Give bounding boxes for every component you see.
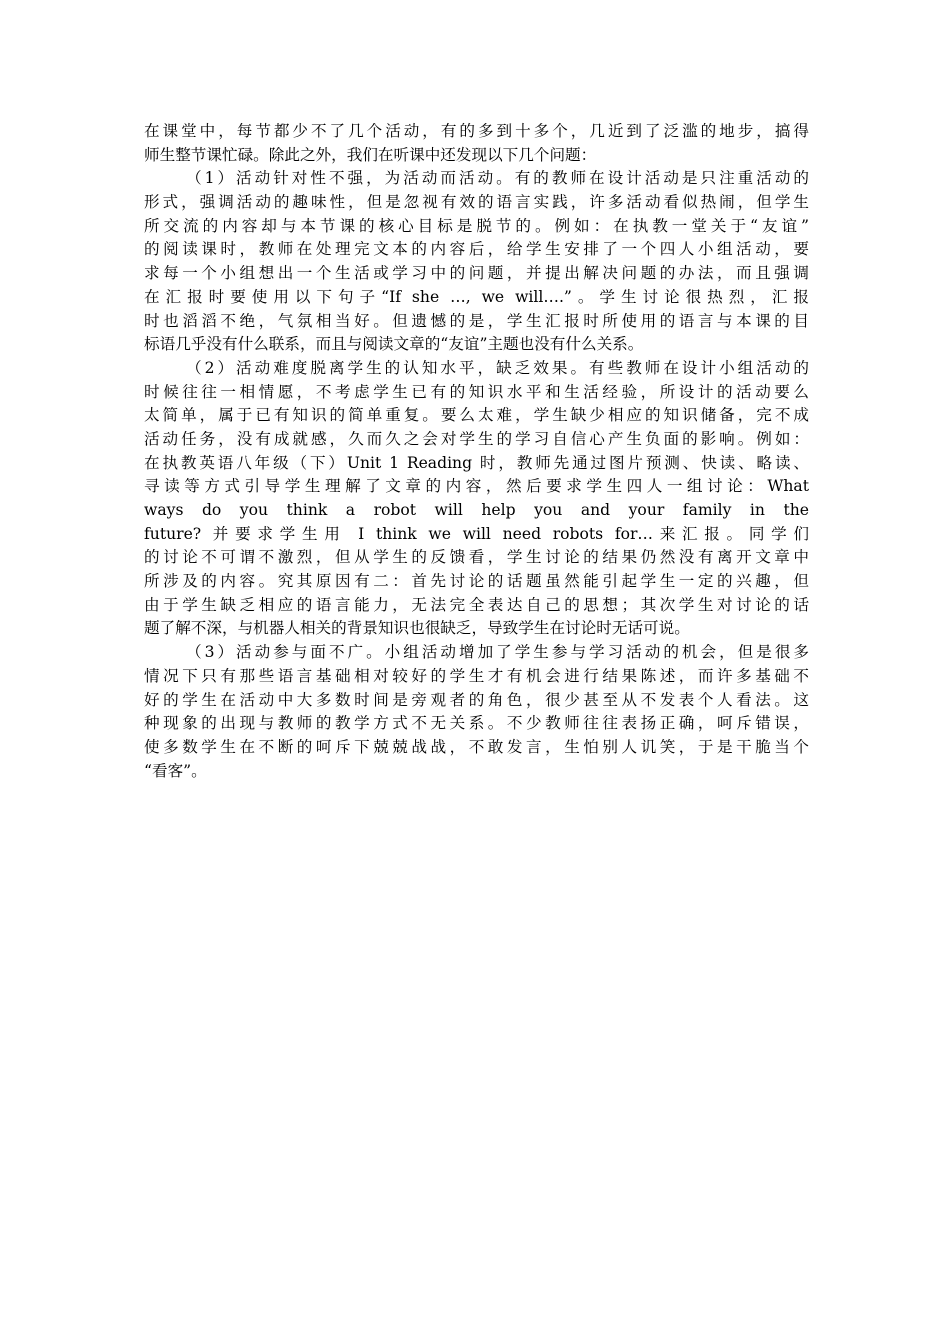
text-line: ways do you think a robot will help you and your family in the	[144, 501, 809, 519]
text-line: 太简单，属于已有知识的简单重复。要么太难，学生缺少相应的知识储备，完不成	[144, 406, 809, 425]
text-line: future? 并要求学生用 I think we will need robots for…来汇报。同学们	[144, 524, 809, 543]
text-line: 活动任务，没有成就感，久而久之会对学生的学习自信心产生负面的影响。例如：	[144, 429, 809, 448]
text-line: 求每一个小组想出一个生活或学习中的问题，并提出解决问题的办法，而且强调	[144, 264, 809, 283]
text-line: 师生整节课忙碌。除此之外，我们在听课中还发现以下几个问题：	[144, 145, 597, 164]
text-line: 时也滔滔不绝，气氛相当好。但遗憾的是，学生汇报时所使用的语言与本课的目	[144, 311, 809, 330]
text-line: 由于学生缺乏相应的语言能力，无法完全表达自己的思想；其次学生对讨论的话	[144, 595, 809, 614]
text-line: 在课堂中，每节都少不了几个活动，有的多到十多个，几近到了泛滥的地步，搞得	[144, 122, 809, 140]
text-line: 情况下只有那些语言基础相对较好的学生才有机会进行结果陈述，而许多基础不	[144, 666, 809, 685]
text-line: 形式，强调活动的趣味性，但是忽视有效的语言实践，许多活动看似热闹，但学生	[144, 193, 809, 212]
text-line: 所涉及的内容。究其原因有二：首先讨论的话题虽然能引起学生一定的兴趣，但	[144, 572, 809, 591]
text-line: 的讨论不可谓不激烈，但从学生的反馈看，学生讨论的结果仍然没有离开文章中	[144, 548, 809, 567]
text-line: 在汇报时要使用以下句子“If she …, we will….”。学生讨论很热烈，汇报	[144, 287, 809, 306]
text-line: 使多数学生在不断的呵斥下兢兢战战，不敢发言，生怕别人讥笑，于是干脆当个	[144, 737, 809, 756]
text-line: （2）活动难度脱离学生的认知水平，缺乏效果。有些教师在设计小组活动的	[186, 358, 809, 377]
text-line: 好的学生在活动中大多数时间是旁观者的角色，很少甚至从不发表个人看法。这	[144, 690, 809, 709]
text-line: 时候往往一相情愿，不考虑学生已有的知识水平和生活经验，所设计的活动要么	[144, 382, 809, 401]
text-line: 题了解不深，与机器人相关的背景知识也很缺乏，导致学生在讨论时无话可说。	[144, 619, 690, 638]
text-line: 的阅读课时，教师在处理完文本的内容后，给学生安排了一个四人小组活动，要	[144, 240, 809, 259]
document-body	[144, 120, 809, 783]
text-line: 在执教英语八年级（下）Unit 1 Reading 时，教师先通过图片预测、快读、略读、	[144, 453, 809, 472]
text-line: 所交流的内容却与本节课的核心目标是脱节的。例如：在执教一堂关于“友谊”	[144, 216, 809, 235]
text-line: （3）活动参与面不广。小组活动增加了学生参与学习活动的机会，但是很多	[186, 643, 809, 662]
text-line: 寻读等方式引导学生理解了文章的内容，然后要求学生四人一组讨论：What	[144, 477, 809, 496]
text-line: （1）活动针对性不强，为活动而活动。有的教师在设计活动是只注重活动的	[186, 169, 809, 188]
text-line: 种现象的出现与教师的教学方式不无关系。不少教师往往表扬正确，呵斥错误，	[144, 714, 809, 733]
text-line: “看客”。	[144, 761, 207, 780]
text-line: 标语几乎没有什么联系，而且与阅读文章的“友谊”主题也没有什么关系。	[144, 335, 644, 354]
